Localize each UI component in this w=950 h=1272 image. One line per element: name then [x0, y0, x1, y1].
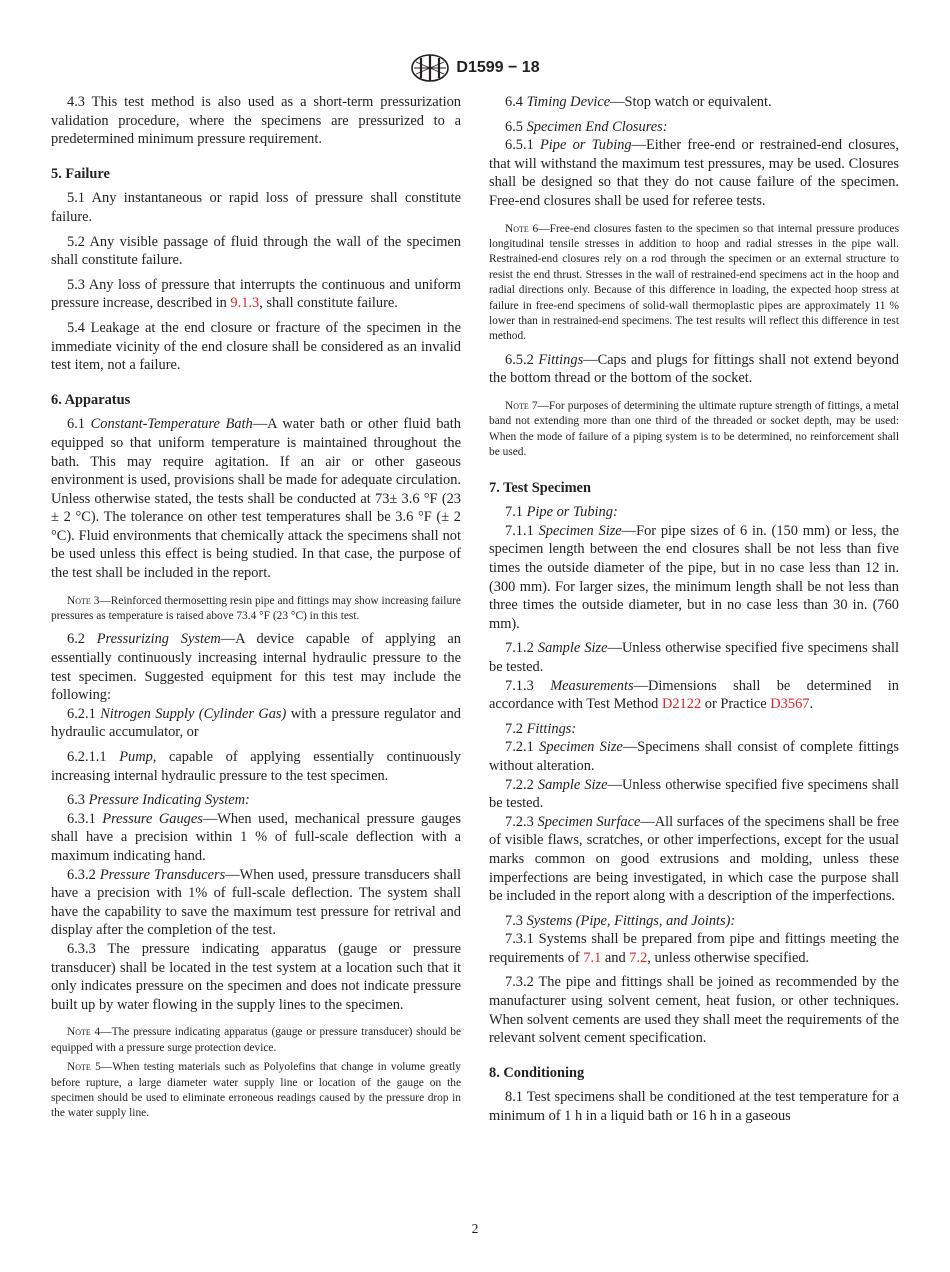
paragraph-7-3-1: 7.3.1 Systems shall be prepared from pipe and fittings meeting the requirements of 7.1 and 7.2, unless otherwise specified.: [489, 931, 899, 966]
note-4: Note 4—The pressure indicating apparatus (gauge or pressure transducer) should be equipped with a pressure surge protection device.: [51, 1026, 462, 1054]
link-9-1-3[interactable]: 9.1.3: [230, 295, 260, 312]
paragraph-7-1-2: 7.1.2 Sample Size—Unless otherwise specified five specimens shall be tested.: [489, 640, 899, 675]
paragraph-6-3-3: 6.3.3 The pressure indicating apparatus (gauge or pressure transducer) shall be located in the test system at a location such that it only indicates pressure on the specimen and does not indicate pressure built up by water flowing in the supply lines to the specimen.: [51, 940, 461, 1013]
paragraph-6-2: 6.2 Pressurizing System—A device capable of applying an essentially continuously increasing internal hydraulic pressure to the test specimen. Suggested equipment for this test may include the following:: [51, 631, 461, 704]
paragraph-6-3-2: 6.3.2 Pressure Transducers—When used, pressure transducers shall have a precision with 1% of full-scale deflection. The system shall have the capability to save the maximum test pressure for retrival and display after the completion of the test.: [51, 866, 461, 939]
note-3: Note 3—Reinforced thermosetting resin pipe and fittings may show increasing failure pressures as temperature is raised above 73.4 °F (23 °C) in this test.: [51, 594, 461, 623]
page-header: [0, 50, 950, 86]
paragraph-5-2: 5.2 Any visible passage of fluid through the wall of the specimen shall constitute failure.: [51, 233, 461, 269]
paragraph-5-3: 5.3 Any loss of pressure that interrupts the continuous and uniform pressure increase, described in 9.1.3, shall constitute failure.: [51, 276, 461, 312]
paragraph-7-2-1: 7.2.1 Specimen Size—Specimens shall consist of complete fittings without alteration.: [489, 739, 899, 774]
paragraph-7-2-3: 7.2.3 Specimen Surface—All surfaces of the specimens shall be free of visible flaws, scratches, or other imperfections, except for the usual marks common on good extrusions and molding, unless these imperfections are being investigated, in which case the purpose shall be included in the report along with a description of the imperfections.: [489, 813, 899, 905]
paragraph-8-1: 8.1 Test specimens shall be conditioned at the test temperature for a minimum of 1 h in a liquid bath or 16 h in a gaseous: [489, 1089, 899, 1125]
paragraph-6-1: 6.1 Constant-Temperature Bath—A water bath or other fluid bath equipped so that uniform temperature is maintained throughout the bath. This may require agitation. If an air or other gaseous environment is used, provisions shall be made for adequate circulation. Unless otherwise stated, the tests shall be conducted at 73± 3.6 °F (23 ± 2 °C). The tolerance on other test temperatures shall be 3.6 °F (± 2 °C). Fluid environments that chemically attack the specimens shall not be used unless this effect is being studied. In that case, the purpose of the test shall be included in the report.: [51, 416, 461, 582]
paragraph-7-1-1: 7.1.1 Specimen Size—For pipe sizes of 6 in. (150 mm) or less, the specimen length between the end closures shall be not less than five times the outside diameter of the pipe, but in no case less than 12 in. (300 mm). For larger sizes, the minimum length shall be not less than three times the outside diameter, but in no case less than 30 in. (760 mm).: [489, 522, 899, 632]
note-5: Note 5—When testing materials such as Polyolefins that change in volume greatly before rupture, a large diameter water supply line or location of the gauge on the specimen should be used to eliminate erroneous readings caused by the pressure drop in the water supply line.: [51, 1061, 461, 1120]
left-column: [51, 93, 461, 1126]
note-6: Note 6—Free-end closures fasten to the specimen so that internal pressure produces longitudinal tensile stresses in addition to hoop and radial stresses in the pipe wall. Restrained-end closures rely on a rod through the specimen or an external structure to resist the end thrust. Stresses in the wall of restrained-end specimens act in the hoop and radial directions only. Because of this difference in loading, the expected hoop stress at failure in free-end specimens of solid-wall thermoplastic pipes are approximately 11 % lower than in restrained-end specimens. The test results will reflect this difference in test method.: [489, 222, 899, 343]
paragraph-6-5-2: 6.5.2 Fittings—Caps and plugs for fittings shall not extend beyond the bottom thread or the bottom of the socket.: [489, 351, 899, 387]
paragraph-6-5: 6.5 Specimen End Closures:: [505, 118, 668, 135]
paragraph-7-3-2: 7.3.2 The pipe and fittings shall be joined as recommended by the manufacturer using solvent cement, heat fusion, or other techniques. When solvent cements are used they shall meet the requirements of the relevant solvent cement specification.: [489, 974, 899, 1047]
paragraph-7-1: 7.1 Pipe or Tubing:: [505, 504, 618, 521]
paragraph-7-2-2: 7.2.2 Sample Size—Unless otherwise specified five specimens shall be tested.: [489, 776, 899, 812]
link-7-2[interactable]: 7.2: [629, 949, 648, 966]
paragraph-6-3-1: 6.3.1 Pressure Gauges—When used, mechanical pressure gauges shall have a precision within 1 % of full-scale deflection with a maximum indicating hand.: [51, 810, 461, 864]
paragraph-6-5-1: 6.5.1 Pipe or Tubing—Either free-end or restrained-end closures, that will withstand the maximum test pressures, may be used. Closures shall be designed so that they do not cause failure of the specimen. Free-end closures shall be used for referee tests.: [489, 137, 899, 209]
paragraph-7-1-3: 7.1.3 Measurements—Dimensions shall be determined in accordance with Test Method D2122 or Practice D3567.: [489, 677, 899, 713]
link-d2122[interactable]: D2122: [661, 696, 702, 713]
link-d3567[interactable]: D3567: [770, 696, 810, 713]
paragraph-7-3: 7.3 Systems (Pipe, Fittings, and Joints):: [505, 912, 736, 929]
paragraph-5-4: 5.4 Leakage at the end closure or fracture of the specimen in the immediate vicinity of the end closure shall be considered as an invalid test item, not a failure.: [51, 319, 461, 374]
astm-logo-icon: [410, 53, 450, 83]
right-column: [489, 93, 899, 1126]
section-heading-failure: 5. Failure: [51, 165, 110, 182]
section-heading-apparatus: 6. Apparatus: [51, 391, 131, 408]
paragraph-7-2: 7.2 Fittings:: [505, 720, 577, 737]
paragraph-6-3: 6.3 Pressure Indicating System:: [67, 792, 250, 809]
section-heading-test-specimen: 7. Test Specimen: [489, 479, 591, 496]
paragraph-6-2-1: 6.2.1 Nitrogen Supply (Cylinder Gas) with a pressure regulator and hydraulic accumulator, or: [51, 705, 461, 741]
paragraph-5-1: 5.1 Any instantaneous or rapid loss of pressure shall constitute failure.: [51, 190, 461, 225]
paragraph-4-3: 4.3 This test method is also used as a short-term pressurization validation procedure, where the specimens are pressurized to a predetermined minimum pressure requirement.: [51, 94, 461, 148]
note-7: Note 7—For purposes of determining the ultimate rupture strength of fittings, a metal band not extending more than one third of the threaded or socket depth, may be used: When the mode of failure of a piping system is to be determined, no reinforcement shall be used.: [489, 400, 899, 459]
section-heading-conditioning: 8. Conditioning: [489, 1064, 585, 1081]
standard-designation: D1599 − 18: [456, 59, 540, 76]
link-7-1[interactable]: 7.1: [583, 949, 602, 966]
paragraph-6-2-1-1: 6.2.1.1 Pump, capable of applying essentially continuously increasing internal hydraulic pressure to the test specimen.: [51, 749, 461, 784]
page-number: 2: [471, 1221, 479, 1236]
paragraph-6-4: 6.4 Timing Device—Stop watch or equivalent.: [505, 94, 772, 110]
